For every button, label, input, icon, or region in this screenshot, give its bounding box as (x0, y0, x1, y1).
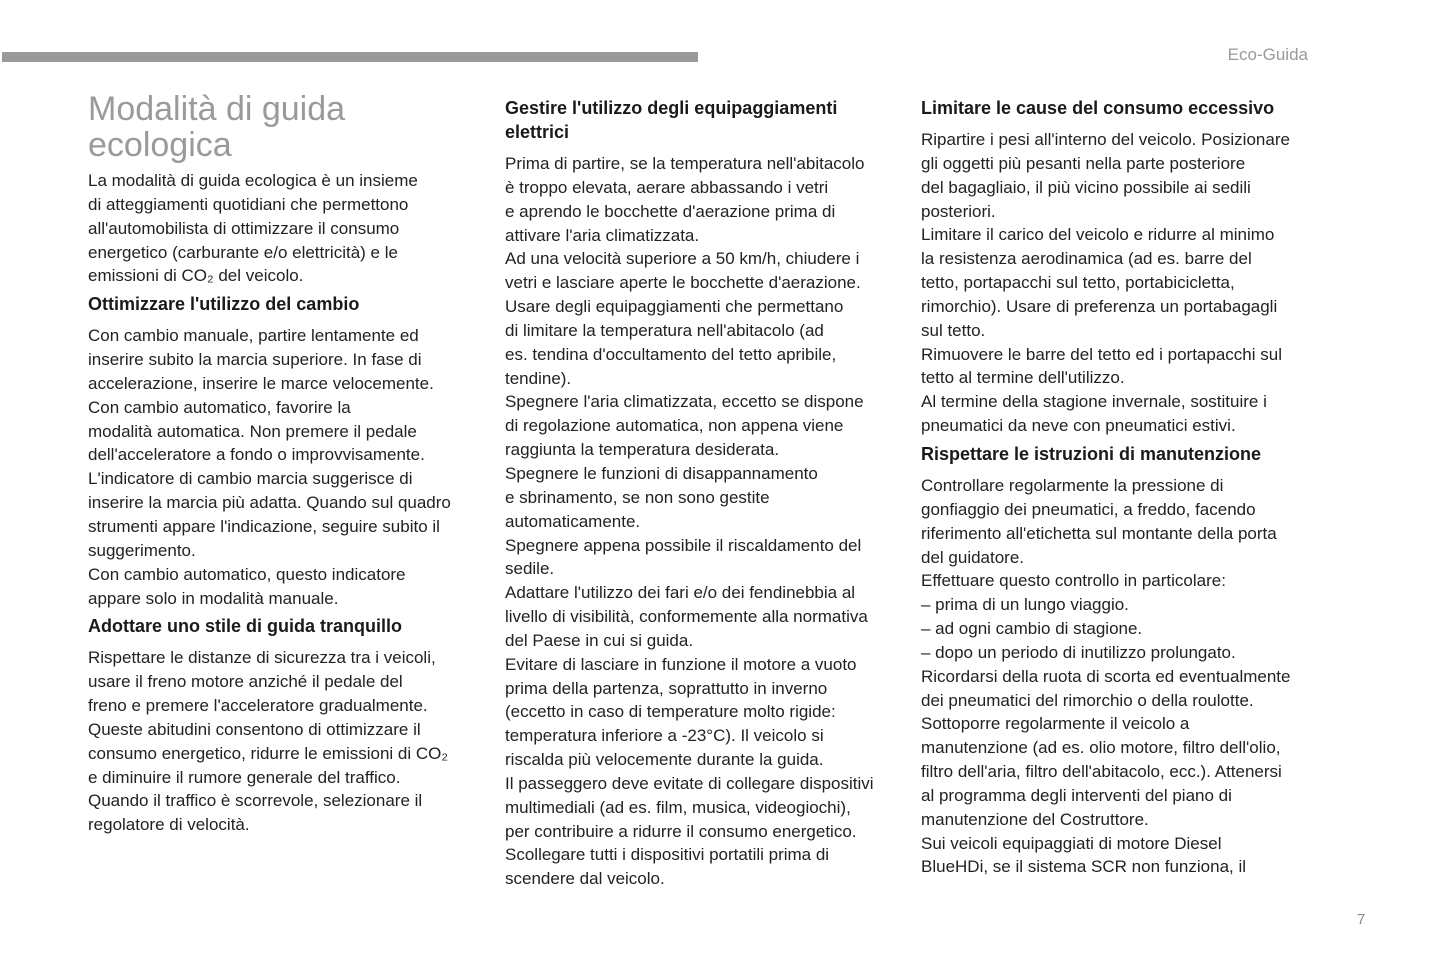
paragraph (88, 324, 488, 610)
text-line: tetto, portapacchi sul tetto, portabicicletta, (921, 273, 1235, 293)
section-heading (921, 96, 1321, 120)
text-line: posteriori. (921, 201, 996, 221)
text-line: Con cambio automatico, questo indicatore (88, 564, 406, 584)
text-line: filtro dell'aria, filtro dell'abitacolo, ecc.). Attenersi (921, 762, 1282, 782)
text-line: Spegnere l'aria climatizzata, eccetto se dispone (505, 392, 864, 412)
column-3 (921, 96, 1321, 879)
text-line: manutenzione (ad es. olio motore, filtro dell'olio, (921, 738, 1281, 758)
text-line: ecologica (88, 126, 232, 164)
text-line: e sbrinamento, se non sono gestite (505, 487, 770, 507)
text-line: livello di visibilità, conformemente alla normativa (505, 607, 868, 627)
section-title: Eco-Guida (1227, 45, 1308, 64)
text-line: Limitare le cause del consumo eccessivo (921, 98, 1275, 118)
text-line: del bagagliaio, il più vicino possibile ai sedili (921, 177, 1251, 197)
text-line: sedile. (505, 559, 555, 579)
paragraph (88, 169, 488, 288)
text-line: automaticamente. (505, 511, 641, 531)
paragraph (921, 474, 1321, 879)
text-line: tendine). (505, 368, 572, 388)
text-line: La modalità di guida ecologica è un insieme (88, 171, 418, 190)
text-line: di atteggiamenti quotidiani che permettono (88, 194, 409, 214)
text-line: e diminuire il rumore generale del traffico. (88, 767, 401, 787)
text-line: energetico (carburante e/o elettricità) e le (88, 242, 398, 262)
text-line: Ottimizzare l'utilizzo del cambio (88, 294, 360, 315)
text-line: pneumatici da neve con pneumatici estivi. (921, 416, 1236, 436)
text-line: dell'acceleratore a fondo o improvvisamente. (88, 445, 425, 465)
text-line: appare solo in modalità manuale. (88, 588, 339, 608)
text-line: temperatura inferiore a -23°C). Il veicolo si (505, 726, 824, 746)
section-heading (505, 96, 905, 144)
text-line: BlueHDi, se il sistema SCR non funziona, il (921, 857, 1247, 877)
text-line: Queste abitudini consentono di ottimizzare il (88, 719, 421, 739)
text-line: gonfiaggio dei pneumatici, a freddo, facendo (921, 499, 1256, 519)
page-number: 7 (1357, 911, 1366, 928)
text-line: Prima di partire, se la temperatura nell'abitacolo (505, 154, 865, 173)
column-2 (505, 96, 905, 891)
text-line: Evitare di lasciare in funzione il motore a vuoto (505, 654, 857, 674)
text-line: – dopo un periodo di inutilizzo prolungato. (921, 642, 1236, 662)
text-line: manutenzione del Costruttore. (921, 809, 1149, 829)
text-line: la resistenza aerodinamica (ad es. barre del (921, 249, 1252, 269)
text-line: vetri e lasciare aperte le bocchette d'aerazione. (505, 273, 861, 293)
text-line: L'indicatore di cambio marcia suggerisce di (88, 469, 413, 489)
text-line: è troppo elevata, aerare abbassando i vetri (505, 177, 829, 197)
text-line: Effettuare questo controllo in particolare: (921, 571, 1226, 591)
text-line: consumo energetico, ridurre le emissioni di CO₂ (88, 743, 448, 763)
paragraph (921, 128, 1321, 438)
text-line: Ricordarsi della ruota di scorta ed eventualmente (921, 666, 1291, 686)
text-line: del guidatore. (921, 547, 1025, 567)
text-line: inserire subito la marcia superiore. In fase di (88, 350, 422, 370)
text-line: emissioni di CO₂ del veicolo. (88, 266, 304, 286)
text-line: tetto al termine dell'utilizzo. (921, 368, 1125, 388)
text-line: Limitare il carico del veicolo e ridurre al minimo (921, 225, 1275, 245)
text-line: Adottare uno stile di guida tranquillo (88, 616, 402, 637)
text-line: Con cambio automatico, favorire la (88, 397, 351, 417)
text-line: sul tetto. (921, 320, 986, 340)
text-line: Controllare regolarmente la pressione di (921, 475, 1224, 495)
text-line: Rimuovere le barre del tetto ed i portapacchi sul (921, 344, 1282, 364)
text-line: Con cambio manuale, partire lentamente ed (88, 326, 419, 346)
text-line: accelerazione, inserire le marce velocemente. (88, 373, 434, 393)
text-line: gli oggetti più pesanti nella parte posteriore (921, 153, 1246, 173)
section-heading (921, 442, 1321, 466)
text-line: – prima di un lungo viaggio. (921, 595, 1129, 615)
text-line: e aprendo le bocchette d'aerazione prima di (505, 201, 836, 221)
text-line: freno e premere l'acceleratore gradualmente. (88, 696, 428, 716)
text-line: Spegnere appena possibile il riscaldamento del (505, 535, 862, 555)
text-line: usare il freno motore anziché il pedale del (88, 672, 403, 692)
paragraph (88, 646, 488, 837)
text-line: di limitare la temperatura nell'abitacolo (ad (505, 320, 824, 340)
text-line: all'automobilista di ottimizzare il consumo (88, 218, 400, 238)
text-line: Scollegare tutti i dispositivi portatili prima di (505, 845, 830, 865)
text-line: strumenti appare l'indicazione, seguire subito il (88, 516, 440, 536)
column-1 (88, 91, 488, 837)
section-heading (88, 614, 488, 638)
text-line: multimediali (ad es. film, musica, videogiochi), (505, 797, 851, 817)
text-line: per contribuire a ridurre il consumo energetico. (505, 821, 857, 841)
paragraph (505, 152, 905, 891)
text-line: – ad ogni cambio di stagione. (921, 619, 1143, 639)
page-title (88, 91, 488, 163)
header-bar (2, 52, 698, 62)
text-line: Usare degli equipaggiamenti che permettano (505, 297, 844, 317)
text-line: elettrici (505, 122, 570, 142)
text-line: di regolazione automatica, non appena viene (505, 416, 844, 436)
text-line: Ripartire i pesi all'interno del veicolo. Posizionare (921, 130, 1290, 149)
text-line: al programma degli interventi del piano di (921, 785, 1232, 805)
text-line: Sottoporre regolarmente il veicolo a (921, 714, 1190, 734)
text-line: prima della partenza, soprattutto in inverno (505, 678, 828, 698)
text-line: del Paese in cui si guida. (505, 630, 694, 650)
text-line: riferimento all'etichetta sul montante della porta (921, 523, 1277, 543)
text-line: Sui veicoli equipaggiati di motore Diesel (921, 833, 1222, 853)
text-line: inserire la marcia più adatta. Quando sul quadro (88, 493, 451, 513)
text-line: Il passeggero deve evitate di collegare dispositivi (505, 773, 874, 793)
text-line: (eccetto in caso di temperature molto rigide: (505, 702, 836, 722)
text-line: Al termine della stagione invernale, sostituire i (921, 392, 1267, 412)
text-line: Rispettare le distanze di sicurezza tra i veicoli, (88, 648, 436, 668)
text-line: Spegnere le funzioni di disappannamento (505, 463, 818, 483)
text-line: dei pneumatici del rimorchio o della roulotte. (921, 690, 1254, 710)
text-line: rimorchio). Usare di preferenza un portabagagli (921, 296, 1278, 316)
text-line: modalità automatica. Non premere il pedale (88, 421, 417, 441)
text-line: raggiunta la temperatura desiderata. (505, 440, 780, 460)
text-line: riscalda più velocemente durante la guida. (505, 750, 824, 770)
text-line: Ad una velocità superiore a 50 km/h, chiudere i (505, 249, 860, 269)
text-line: Quando il traffico è scorrevole, selezionare il (88, 791, 423, 811)
text-line: Adattare l'utilizzo dei fari e/o dei fendinebbia al (505, 583, 856, 603)
text-line: attivare l'aria climatizzata. (505, 225, 700, 245)
text-line: scendere dal veicolo. (505, 869, 665, 889)
text-line: es. tendina d'occultamento del tetto apribile, (505, 344, 837, 364)
text-line: Modalità di guida (88, 90, 346, 128)
text-line: Gestire l'utilizzo degli equipaggiamenti (505, 98, 838, 118)
text-line: Rispettare le istruzioni di manutenzione (921, 443, 1262, 464)
text-line: suggerimento. (88, 540, 196, 560)
text-line: regolatore di velocità. (88, 815, 250, 835)
section-heading (88, 292, 488, 316)
